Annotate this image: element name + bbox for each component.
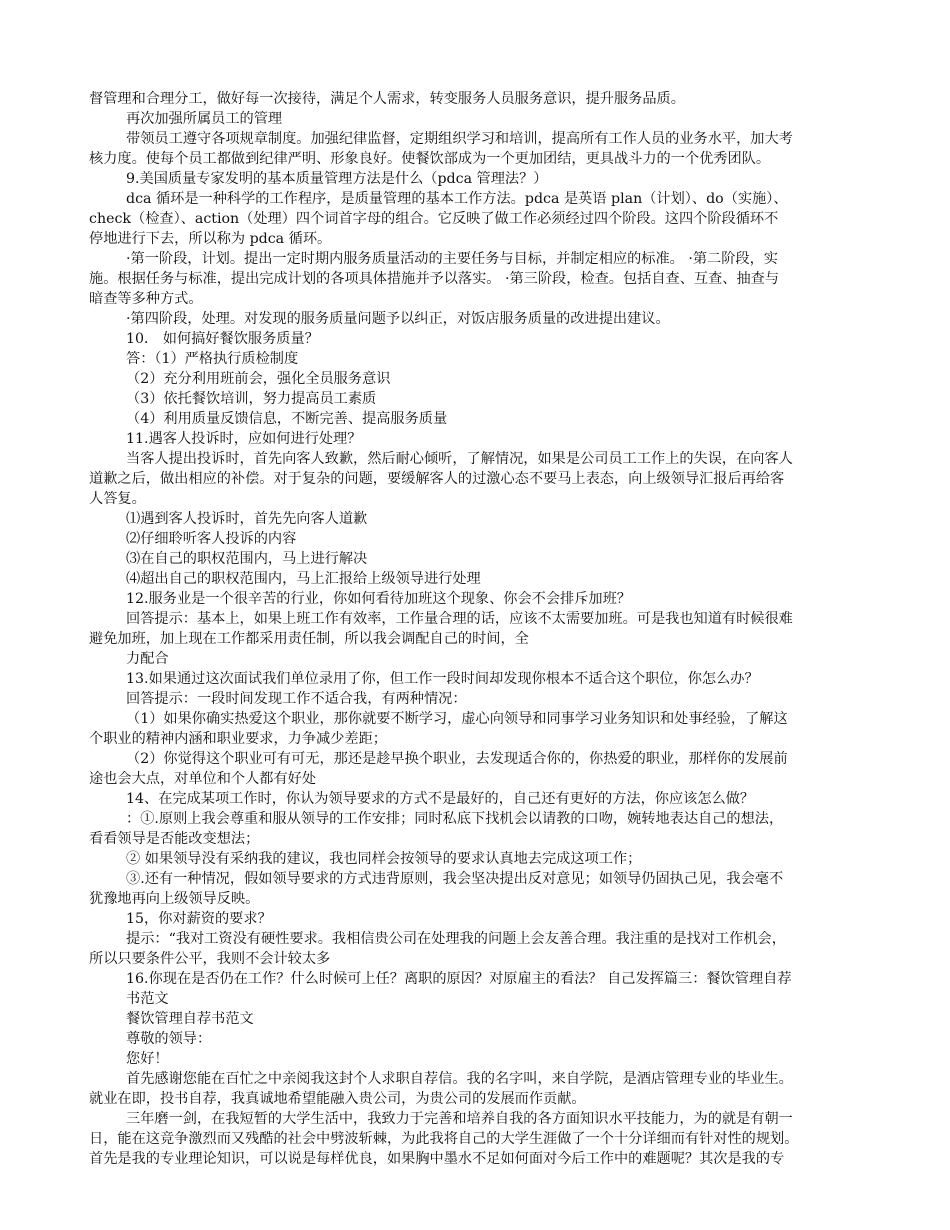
answer-item: ⑷超出自己的职权范围内，马上汇报给上级领导进行处理 bbox=[126, 571, 481, 587]
text-line: 提示：“我对工资没有硬性要求。我相信贵公司在处理我的问题上会友善合理。我注重的是找对工作机会， bbox=[126, 931, 786, 947]
text-line: 日，能在这竞争激烈而又残酷的社会中劈波斩棘，为此我将自己的大学生涯做了一个十分详细而有针对性的规划。 bbox=[89, 1131, 799, 1147]
text-line: 当客人提出投诉时，首先向客人致歉，然后耐心倾听，了解情况，如果是公司员工工作上的失误，在向客人 bbox=[126, 451, 793, 467]
answer-item: （2）你觉得这个职业可有可无，那还是趁早换个职业，去发现适合你的，你热爱的职业，那样你的发展前 bbox=[126, 751, 788, 767]
text-line: 停地进行下去，所以称为 pdca 循环。 bbox=[89, 231, 332, 247]
text-line: 途也会大点，对单位和个人都有好处 bbox=[89, 771, 317, 787]
text-line: 三年磨一剑，在我短暂的大学生活中，我致力于完善和培养自我的各方面知识水平技能力，为的就是有朝一 bbox=[126, 1111, 793, 1127]
text-line: dca 循环是一种科学的工作程序，是质量管理的基本工作方法。pdca 是英语 plan（计划）、do（实施）、 bbox=[126, 191, 788, 207]
text-line: check（检查）、action（处理）四个词首字母的组合。它反映了做工作必须经过四个阶段。这四个阶段循环不 bbox=[89, 211, 779, 227]
text-line: 带领员工遵守各项规章制度。加强纪律监督，定期组织学习和培训，提高所有工作人员的业务水平，加大考 bbox=[126, 131, 793, 147]
answer-item: ⑵仔细聆听客人投诉的内容 bbox=[126, 531, 297, 547]
text-line: 暗查等多种方式。 bbox=[89, 291, 203, 307]
text-line: 犹豫地再向上级领导反映。 bbox=[89, 891, 260, 907]
answer-item: ：①.原则上我会尊重和服从领导的工作安排；同时私底下找机会以请教的口吻，婉转地表达自己的想法， bbox=[126, 811, 784, 827]
text-line: 回答提示：一段时间发现工作不适合我，有两种情况： bbox=[126, 691, 467, 707]
text-line: 人答复。 bbox=[89, 491, 146, 507]
section-heading: 再次加强所属员工的管理 bbox=[126, 111, 283, 127]
question-heading: 15，你对薪资的要求？ bbox=[126, 911, 272, 927]
letter-salutation: 尊敬的领导： bbox=[126, 1031, 212, 1047]
text-line: 个职业的精神内涵和职业要求，力争减少差距； bbox=[89, 731, 387, 747]
question-heading: 11.遇客人投诉时，应如何进行处理？ bbox=[126, 431, 362, 447]
answer-item: ③.还有一种情况，假如领导要求的方式违背原则，我会坚决提出反对意见；如领导仍固执己见，我会毫不 bbox=[126, 871, 784, 887]
text-line: 道歉之后，做出相应的补偿。对于复杂的问题，要缓解客人的过激心态不要马上表态，向上级领导汇报后再给客 bbox=[89, 471, 785, 487]
text-line: 施。根据任务与标准，提出完成计划的各项具体措施并予以落实。 ·第三阶段，检查。包括自查、互查、抽查与 bbox=[89, 271, 780, 287]
text-line: 回答提示：基本上，如果上班工作有效率，工作量合理的话，应该不太需要加班。可是我也知道有时候很难 bbox=[126, 611, 793, 627]
text-line: ·第四阶段，处理。对发现的服务质量问题予以纠正，对饭店服务质量的改进提出建议。 bbox=[126, 311, 670, 327]
answer-item: ⑶在自己的职权范围内，马上进行解决 bbox=[126, 551, 368, 567]
text-line: 力配合 bbox=[126, 651, 169, 667]
text-line: 就业在即，投书自荐，我真诚地希望能融入贵公司，为贵公司的发展而作贡献。 bbox=[89, 1091, 586, 1107]
question-heading: 12.服务业是一个很辛苦的行业，你如何看待加班这个现象、你会不会排斥加班？ bbox=[126, 591, 631, 607]
text-line: 书范文 bbox=[126, 991, 169, 1007]
question-heading: 16.你现在是否仍在工作？什么时候可上任？离职的原因？对原雇主的看法？ 自己发挥篇三：餐饮管理自荐 bbox=[126, 971, 792, 987]
answer-item: ⑴遇到客人投诉时，首先先向客人道歉 bbox=[126, 511, 368, 527]
text-line: 核力度。使每个员工都做到纪律严明、形象良好。使餐饮部成为一个更加团结，更具战斗力的一个优秀团队。 bbox=[89, 151, 771, 167]
text-line: ·第一阶段，计划。提出一定时期内服务质量活动的主要任务与目标，并制定相应的标准。 ·第二阶段，实 bbox=[126, 251, 778, 267]
letter-title: 餐饮管理自荐书范文 bbox=[126, 1011, 254, 1027]
text-line: 避免加班，加上现在工作都采用责任制，所以我会调配自己的时间，全 bbox=[89, 631, 529, 647]
text-line: 首先是我的专业理论知识，可以说是每样优良，如果胸中墨水不足如何面对今后工作中的难题呢？其次是我的专 bbox=[89, 1151, 785, 1167]
answer-item: ② 如果领导没有采纳我的建议，我也同样会按领导的要求认真地去完成这项工作； bbox=[126, 851, 642, 867]
answer-item: 答：（1）严格执行质检制度 bbox=[126, 351, 299, 367]
letter-greeting: 您好！ bbox=[126, 1051, 169, 1067]
question-heading: 9.美国质量专家发明的基本质量管理方法是什么（pdca 管理法？） bbox=[126, 171, 548, 187]
answer-item: （2）充分利用班前会，强化全员服务意识 bbox=[126, 371, 391, 387]
answer-item: （4）利用质量反馈信息，不断完善、提高服务质量 bbox=[126, 411, 448, 427]
text-line: 首先感谢您能在百忙之中亲阅我这封个人求职自荐信。我的名字叫，来自学院，是酒店管理专业的毕业生。 bbox=[126, 1071, 793, 1087]
answer-item: （1）如果你确实热爱这个职业，那你就要不断学习，虚心向领导和同事学习业务知识和处事经验，了解这 bbox=[126, 711, 788, 727]
answer-item: （3）依托餐饮培训，努力提高员工素质 bbox=[126, 391, 377, 407]
question-heading: 13.如果通过这次面试我们单位录用了你，但工作一段时间却发现你根本不适合这个职位，你怎么办？ bbox=[126, 671, 759, 687]
text-line: 看看领导是否能改变想法； bbox=[89, 831, 260, 847]
question-heading: 10． 如何搞好餐饮服务质量？ bbox=[126, 331, 319, 347]
question-heading: 14、在完成某项工作时，你认为领导要求的方式不是最好的，自己还有更好的方法，你应该怎么做？ bbox=[126, 791, 755, 807]
text-line: 督管理和合理分工，做好每一次接待，满足个人需求，转变服务人员服务意识，提升服务品质。 bbox=[89, 91, 685, 107]
text-line: 所以只要条件公平，我则不会计较太多 bbox=[89, 951, 331, 967]
